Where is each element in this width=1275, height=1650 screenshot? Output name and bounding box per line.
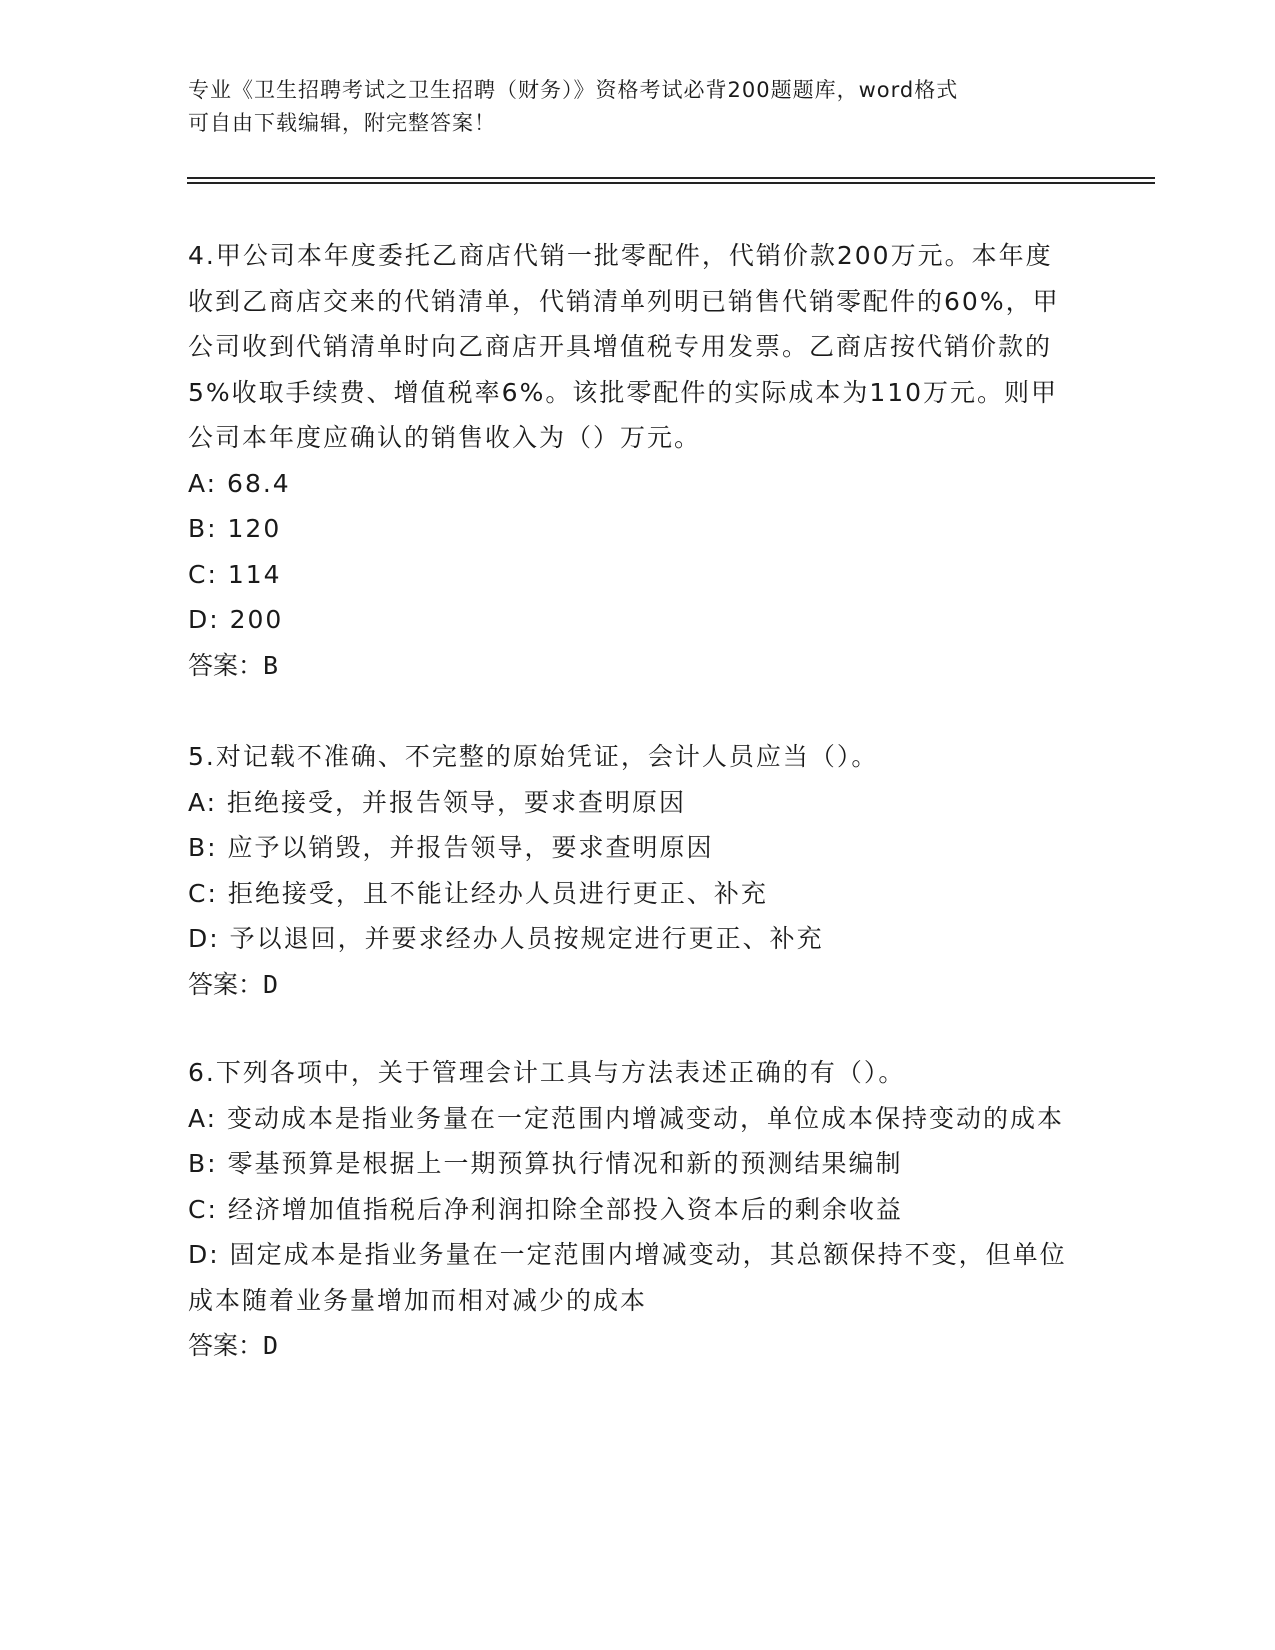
option-a: A: 变动成本是指业务量在一定范围内增减变动，单位成本保持变动的成本 <box>188 1103 1065 1133</box>
answer: 答案：D <box>188 1331 279 1360</box>
option-a: A: 拒绝接受，并报告领导，要求查明原因 <box>188 787 687 817</box>
option-d: D: 予以退回，并要求经办人员按规定进行更正、补充 <box>188 924 824 953</box>
question-stem: 6.下列各项中，关于管理会计工具与方法表述正确的有（）。 <box>188 1058 906 1087</box>
question-6 <box>188 1050 1068 1369</box>
option-c: C: 拒绝接受，且不能让经办人员进行更正、补充 <box>188 878 768 908</box>
header-line-1: 专业《卫生招聘考试之卫生招聘（财务）》资格考试必背200题题库，word格式 <box>188 78 959 102</box>
answer: 答案：B <box>188 650 279 680</box>
option-b: B: 应予以销毁，并报告领导，要求查明原因 <box>188 833 714 862</box>
option-b: B: 120 <box>188 514 282 543</box>
option-d: D: 200 <box>188 605 284 634</box>
document-header <box>188 74 1068 140</box>
option-b: B: 零基预算是根据上一期预算执行情况和新的预测结果编制 <box>188 1149 903 1178</box>
option-c: C: 114 <box>188 559 282 589</box>
header-line-2: 可自由下载编辑，附完整答案！ <box>188 111 496 135</box>
header-divider-bottom <box>187 182 1155 184</box>
header-divider-top <box>187 177 1155 179</box>
option-a: A: 68.4 <box>188 468 291 498</box>
question-5 <box>188 734 1068 1007</box>
question-4 <box>188 233 1068 688</box>
option-d: D: 固定成本是指业务量在一定范围内增减变动，其总额保持不变，但单位成本随着业务量增加而相对减少的成本 <box>188 1240 1067 1315</box>
answer: 答案：D <box>188 969 279 999</box>
question-stem: 5.对记载不准确、不完整的原始凭证，会计人员应当（）。 <box>188 742 879 771</box>
option-c: C: 经济增加值指税后净利润扣除全部投入资本后的剩余收益 <box>188 1194 903 1224</box>
question-stem: 4.甲公司本年度委托乙商店代销一批零配件，代销价款200万元。本年度收到乙商店交来的代销清单，代销清单列明已销售代销零配件的60%，甲公司收到代销清单时向乙商店开具增值税专用发票。乙商店按代销价款的5%收取手续费、增值税率6%。该批零配件的实际成本为110万元。则甲公司本年度应确认的销售收入为（）万元。 <box>188 241 1060 452</box>
